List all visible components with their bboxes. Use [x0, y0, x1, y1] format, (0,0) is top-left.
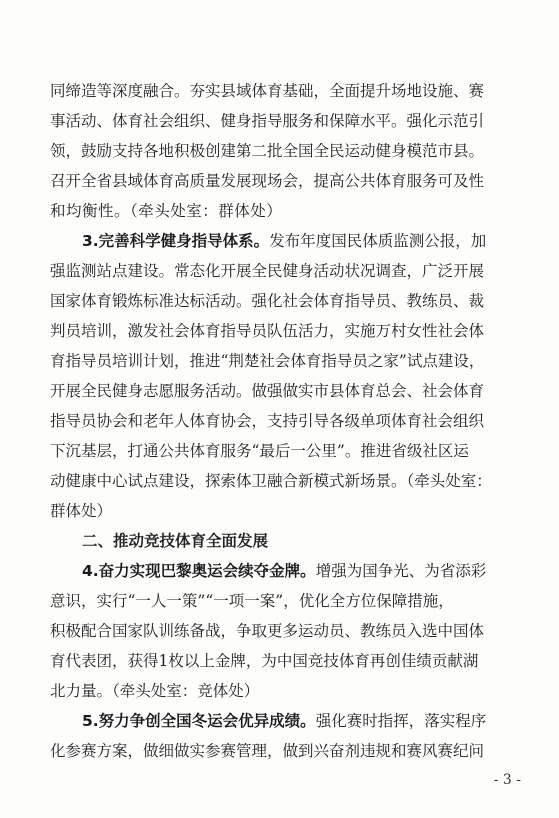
section-3-first-line [50, 226, 518, 256]
section-3-line: 强监测站点建设。常态化开展全民健身活动状况调查，广泛开展 [50, 262, 485, 280]
section-5-first-line [50, 706, 518, 736]
section-4-line: 积极配合国家队训练备战，争取更多运动员、教练员入选中国体 [50, 622, 485, 640]
section-heading-2: 二、推动竞技体育全面发展 [82, 532, 269, 550]
section-3-title: 3.完善科学健身指导体系。 [82, 232, 270, 250]
section-5-first-line-text: 强化赛时指挥，落实程序 [315, 712, 487, 730]
section-4-first-line-text: 增强为国争光、为省添彩 [315, 562, 487, 580]
section-3-line: 群体处） [50, 502, 113, 520]
section-5-title: 5.努力争创全国冬运会优异成绩。 [82, 712, 316, 730]
section-3-line: 育指导员培训计划，推进“荆楚社会体育指导员之家”试点建设， [50, 352, 485, 370]
document-body [50, 76, 518, 766]
section-4-first-line [50, 556, 518, 586]
section-4-title: 4.奋力实现巴黎奥运会续夺金牌。 [82, 562, 316, 580]
paragraph-line: 召开全省县域体育高质量发展现场会，提高公共体育服务可及性 [50, 172, 485, 190]
section-5-line: 化参赛方案，做细做实参赛管理，做到兴奋剂违规和赛风赛纪问 [50, 742, 485, 760]
section-3-line: 开展全民健身志愿服务活动。做强做实市县体育总会、社会体育 [50, 382, 485, 400]
paragraph-line: 事活动、体育社会组织、健身指导服务和保障水平。强化示范引 [50, 112, 485, 130]
section-4-line: 北力量。（牵头处室：竞体处） [50, 682, 260, 700]
section-3-line: 指导员协会和老年人体育协会，支持引导各级单项体育社会组织 [50, 412, 485, 430]
paragraph-line: 领，鼓励支持各地积极创建第二批全国全民运动健身模范市县。 [50, 142, 485, 160]
section-4-line: 育代表团，获得1枚以上金牌，为中国竞技体育再创佳绩贡献湖 [50, 652, 479, 670]
paragraph-line: 和均衡性。（牵头处室：群体处） [50, 202, 283, 220]
section-4-line: 意识，实行“一人一策”“一项一案”，优化全方位保障措施， [50, 592, 454, 610]
section-3-line: 判员培训，激发社会体育指导员队伍活力，实施万村女性社会体 [50, 322, 485, 340]
section-3-line: 动健康中心试点建设，探索体卫融合新模式新场景。（牵头处室： [50, 472, 492, 490]
paragraph-line: 同缔造等深度融合。夯实县域体育基础，全面提升场地设施、赛 [50, 82, 485, 100]
section-3-line: 下沉基层，打通公共体育服务“最后一公里”。推进省级社区运 [50, 442, 469, 460]
section-3-first-line-text: 发布年度国民体质监测公报，加 [269, 232, 487, 250]
page-number: - 3 - [493, 772, 521, 788]
section-3-line: 国家体育锻炼标准达标活动。强化社会体育指导员、教练员、裁 [50, 292, 485, 310]
